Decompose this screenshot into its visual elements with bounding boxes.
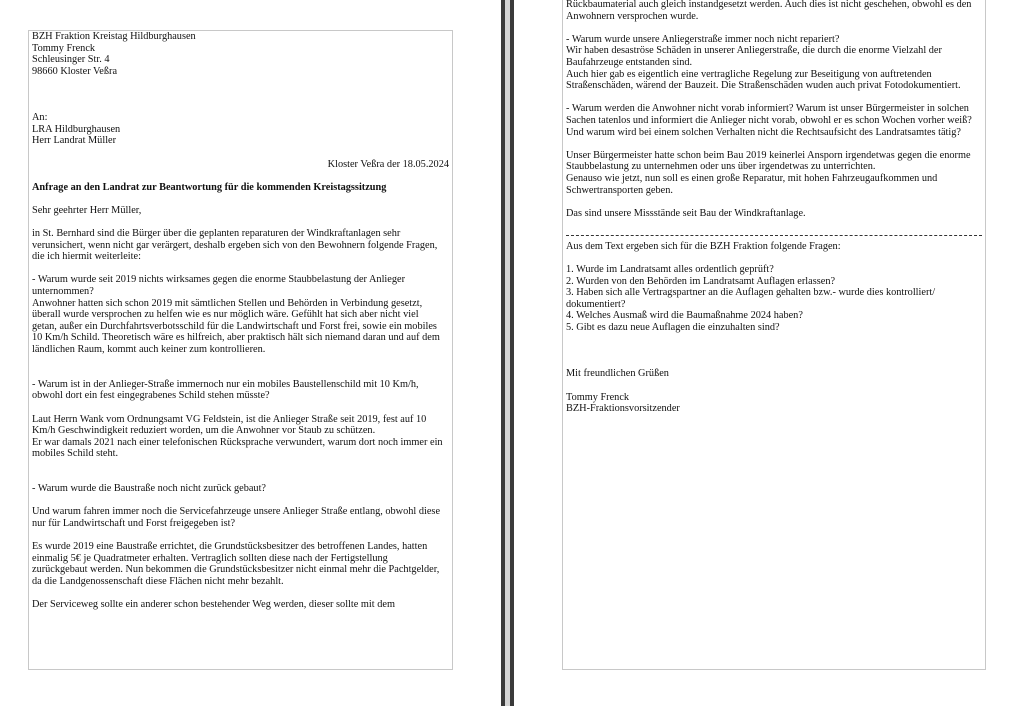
text-line: nur für Landwirtschaft und Forst freigegeben ist?	[32, 517, 236, 529]
question-1-paragraph	[32, 274, 449, 355]
text-line: Unser Bürgermeister hatte schon beim Bau 2019 keinerlei Ansporn irgendetwas gegen die enorme	[566, 149, 971, 161]
continuation-paragraph	[566, 0, 982, 22]
document-page-right	[514, 0, 1024, 706]
text-line: Baufahrzeuge entstanden sind.	[566, 56, 693, 68]
intro-paragraph	[32, 228, 449, 263]
summary-line: Das sind unsere Missstände seit Bau der Windkraftanlage.	[566, 207, 806, 219]
text-line: 10 Km/h Schild. Theoretisch wäre es hilfreich, aber praktisch hält sich niemand daran und auf dem	[32, 332, 440, 344]
sender-line: 98660 Kloster Veßra	[32, 65, 118, 77]
text-line: die ich hiermit weiterleite:	[32, 251, 141, 263]
recipient-line: Herr Landrat Müller	[32, 135, 117, 147]
list-item: 1. Wurde im Landratsamt alles ordentlich geprüft?	[566, 264, 774, 276]
recipient-line: LRA Hildburghausen	[32, 123, 121, 135]
closing: Mit freundlichen Grüßen	[566, 368, 669, 380]
salutation: Sehr geehrter Herr Müller,	[32, 204, 142, 216]
letter-subject: Anfrage an den Landrat zur Beantwortung für die kommenden Kreistagssitzung	[32, 181, 387, 193]
text-line: Und warum fahren immer noch die Servicefahrzeuge unsere Anlieger Straße entlang, obwohl diese	[32, 506, 441, 518]
question-3-answer	[32, 541, 449, 587]
sender-line: Schleusinger Str. 4	[32, 54, 110, 66]
page-text-frame[interactable]	[28, 30, 453, 670]
text-line: Und warum wird bei einem solchen Verhalten nicht die Rechtsaufsicht des Landratsamtes tätig?	[566, 126, 961, 138]
text-line: da die Landgenossenschaft diese Flächen nicht mehr bezahlt.	[32, 575, 284, 587]
text-line: getan, außer ein Durchfahrtsverbotsschild für die Landwirtschaft und Forst frei, sowie ein mobiles	[32, 320, 437, 332]
text-line: unternommen?	[32, 286, 94, 298]
dashed-separator	[566, 235, 982, 236]
text-line: zurückgebaut werden. Nun bekommen die Grundstücksbesitzer nicht einmal mehr die Pachtgelder,	[32, 564, 440, 576]
text-line: - Warum ist in der Anlieger-Straße immernoch nur ein mobiles Baustellenschild mit 10 Km/h,	[32, 378, 419, 390]
text-line: Straßenschäden, wärend der Bauzeit. Die Straßenschäden wuden auch privat Fotodokumentiert.	[566, 80, 961, 92]
signature-line: Tommy Frenck	[566, 391, 630, 403]
text-line: Laut Herrn Wank vom Ordnungsamt VG Feldstein, ist die Anlieger Straße seit 2019, fest auf 10	[32, 413, 427, 425]
text-line: Staubbelastung zu unternehmen oder uns über irgendetwas zu unterrichten.	[566, 161, 876, 173]
question-4-paragraph	[566, 34, 982, 92]
list-item: 2. Wurden von den Behörden im Landratsamt Auflagen erlassen?	[566, 275, 836, 287]
document-page-left	[0, 0, 501, 706]
text-line: - Warum wurde unsere Anliegerstraße immer noch nicht repariert?	[566, 33, 840, 45]
letter-date: Kloster Veßra der 18.05.2024	[327, 158, 449, 170]
recipient-block	[32, 112, 449, 147]
mayor-paragraph	[566, 150, 982, 196]
text-line: - Warum werden die Anwohner nicht vorab informiert? Warum ist unser Bürgermeister in solchen	[566, 103, 969, 115]
text-line: Anwohnern versprochen wurde.	[566, 10, 699, 22]
page-divider	[501, 0, 514, 706]
text-line: Genauso wie jetzt, nun soll es einen große Reparatur, mit hohen Fahrzeugaufkommen und	[566, 172, 938, 184]
text-line: mobiles Schild steht.	[32, 448, 119, 460]
list-item: 5. Gibt es dazu neue Auflagen die einzuhalten sind?	[566, 322, 780, 334]
questions-intro: Aus dem Text ergeben sich für die BZH Fraktion folgende Fragen:	[566, 240, 841, 252]
list-item: dokumentiert?	[566, 298, 626, 310]
signature-block	[566, 392, 982, 415]
sender-line: BZH Fraktion Kreistag Hildburghausen	[32, 31, 196, 42]
text-line: überall wurde versprochen zu helfen wie es nur möglich wäre. Gefühlt hat sich aber nicht viel	[32, 309, 419, 321]
text-line: Schwertransporten geben.	[566, 184, 673, 196]
text-line: - Warum wurde seit 2019 nichts wirksames gegen die enorme Staubbelastung der Anlieger	[32, 274, 406, 286]
text-line: Sachen tatenlos und informiert die Anlieger nicht vorab, obwohl er es schon Wochen vorher weiß?	[566, 114, 972, 126]
sender-block	[32, 31, 449, 77]
text-line: obwohl dort ein fest eingegrabenes Schild stehen müsste?	[32, 390, 270, 402]
recipient-line: An:	[32, 112, 48, 124]
text-line: ländlichen Raum, kommt auch keiner zum kontrollieren.	[32, 344, 266, 356]
text-line: in St. Bernhard sind die Bürger über die geplanten reparaturen der Windkraftanlagen sehr	[32, 228, 401, 240]
text-line: Wir haben desaströse Schäden in unserer Anliegerstraße, die durch die enorme Vielzahl der	[566, 45, 942, 57]
list-item: 3. Haben sich alle Vertragspartner an die Auflagen gehalten bzw.- wurde dies kontrolliert/	[566, 287, 936, 299]
sender-line: Tommy Frenck	[32, 42, 96, 54]
question-3-followup	[32, 506, 449, 529]
list-item: 4. Welches Ausmaß wird die Baumaßnahme 2024 haben?	[566, 310, 803, 322]
text-line: Anwohner hatten sich schon 2019 mit sämtlichen Stellen und Behörden in Verbindung gesetzt,	[32, 297, 423, 309]
text-line: einmalig 5€ je Quadratmeter erhalten. Vertraglich sollten diese nach der Fertigstellung	[32, 552, 388, 564]
text-line: verunsichert, wenn nicht gar verärgert, deshalb ergeben sich von den Bewohnern folgende Fragen,	[32, 239, 438, 251]
text-line: Es wurde 2019 eine Baustraße errichtet, die Grundstücksbesitzer des betroffenen Landes, hatten	[32, 541, 428, 553]
text-line: Rückbaumaterial auch gleich instandgesetzt werden. Auch dies ist nicht geschehen, obwohl es den	[566, 0, 972, 10]
question-2-answer	[32, 414, 449, 460]
questions-list	[566, 264, 982, 334]
text-line: Er war damals 2021 nach einer telefonischen Rücksprache verwundert, warum dort noch immer ein	[32, 436, 443, 448]
serviceweg-paragraph: Der Serviceweg sollte ein anderer schon bestehender Weg werden, dieser sollte mit dem	[32, 599, 395, 611]
question-3-paragraph: - Warum wurde die Baustraße noch nicht zurück gebaut?	[32, 483, 267, 495]
question-5-paragraph	[566, 103, 982, 138]
question-2-paragraph	[32, 379, 449, 402]
text-line: Km/h Geschwindigkeit reduziert worden, um die Anwohner vor Staub zu schützen.	[32, 425, 376, 437]
page-text-frame[interactable]	[562, 0, 986, 670]
signature-line: BZH-Fraktionsvorsitzender	[566, 403, 680, 415]
text-line: Auch hier gab es eigentlich eine vertragliche Regelung zur Beseitigung von auftretenden	[566, 68, 932, 80]
